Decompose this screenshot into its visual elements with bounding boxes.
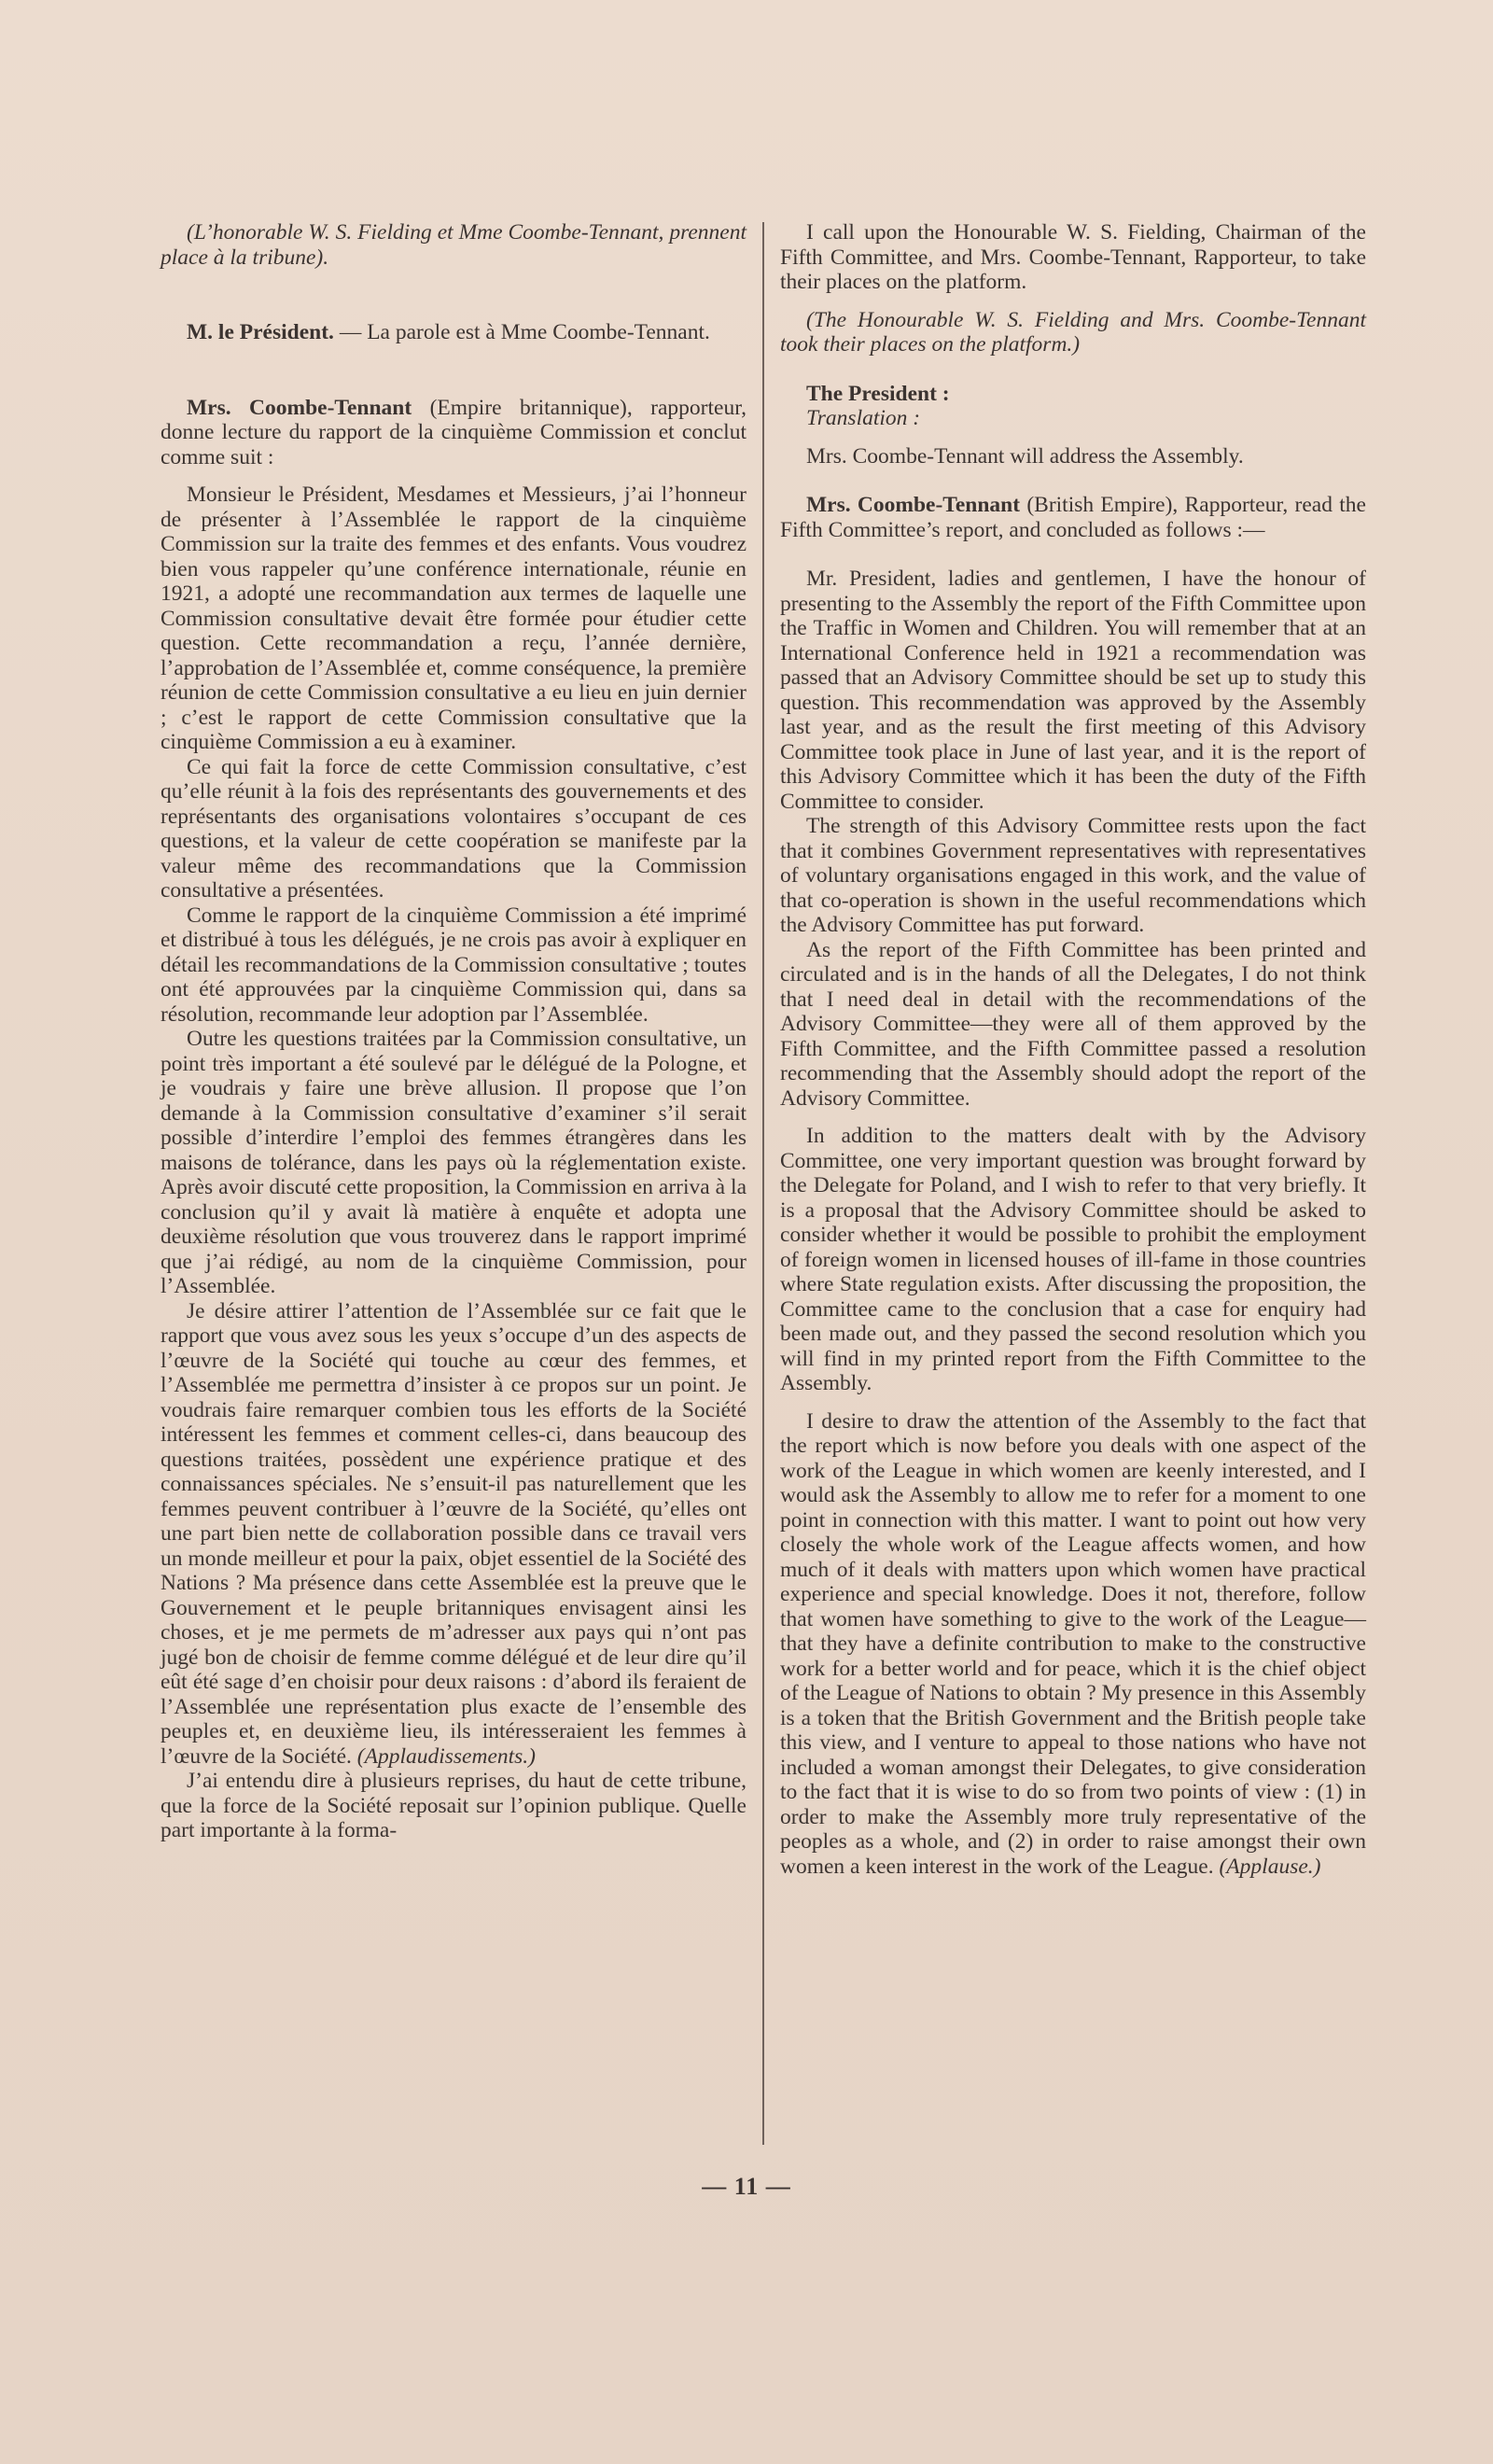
speaker-rapporteur-fr: Mrs. Coombe-Tennant xyxy=(187,395,412,420)
speaker-president-en: The President : xyxy=(806,381,950,406)
rapporteur-intro-text-en: (British Empire), Rapporteur, read the Fifth Committee’s report, and concluded as follows :— xyxy=(780,493,1366,542)
paragraph-fr: Outre les questions traitées par la Commission consultative, un point très important a été soulevé par le délégué de la Pologne, et je voudrais y faire une brève allusion. Il propose que l’on demande à la Commission consultative d’examiner s’il serait possible d’interdire l’emploi des femmes étrangères dans les maisons de tolérance, dans les pays où la réglementation existe. Après avoir discuté cette proposition, la Commission en arriva à la conclusion qu’il y avait là matière à enquête et adopta une deuxième résolution que vous trouverez dans le rapport imprimé que j’ai rédigé, au nom de la cinquième Commission, pour l’Assemblée. xyxy=(160,1027,746,1298)
paragraph-fr: Monsieur le Président, Mesdames et Messieurs, j’ai l’honneur de présenter à l’Assemblée le rapport de la cinquième Commission sur la traite des femmes et des enfants. Vous voudrez bien vous rappeler qu’une conférence internationale, réunie en 1921, a adopté une recommandation aux termes de laquelle une Commission consultative devait être formée pour étudier cette question. Cette recommandation a reçu, l’année dernière, l’approbation de l’Assemblée et, comme conséquence, la première réunion de cette Commission consultative a eu lieu en juin dernier ; c’est le rapport de cette Commission consultative que la cinquième Commission a eu à examiner. xyxy=(160,483,746,754)
paragraph-en: The strength of this Advisory Committee rests upon the fact that it combines Government representatives with representatives of voluntary organisations engaged in this work, and the value of that co-operation is shown in the useful recommendations which the Advisory Committee has put forward. xyxy=(780,814,1366,937)
translation-label: Translation : xyxy=(806,406,921,430)
president-text-fr: — La parole est à Mme Coombe-Tennant. xyxy=(333,320,710,344)
paragraph-en: As the report of the Fifth Committee has been printed and circulated and is in the hands of all the Delegates, I do not think that I need deal in detail with the recommendations of the Advisory Committee—they were all of them approved by the Fifth Committee, and the Fifth Committee passed a resolution recommending that the Assembly should adopt the report of the Advisory Committee. xyxy=(780,937,1366,1111)
rapporteur-intro-fr xyxy=(160,396,746,470)
speaker-rapporteur-en: Mrs. Coombe-Tennant xyxy=(806,493,1021,517)
rapporteur-intro-text-fr: (Empire britannique), rapporteur, donne lecture du rapport de la cinquième Commission et conclut comme suit : xyxy=(160,395,746,469)
stage-direction-fr: (L’honorable W. S. Fielding et Mme Coombe-Tennant, prennent place à la tribune). xyxy=(160,220,746,270)
applause-en: (Applause.) xyxy=(1219,1854,1321,1879)
paragraph-en: In addition to the matters dealt with by the Advisory Committee, one very important question was brought forward by the Delegate for Poland, and I wish to refer to that very briefly. It is a proposal that the Advisory Committee should be asked to consider whether it would be possible to prohibit the employment of foreign women in licensed houses of ill-fame in those countries where State regulation exists. After discussing the proposition, the Committee came to the conclusion that a case for enquiry had been made out, and they passed the second resolution which you will find in my printed report from the Fifth Committee to the Assembly. xyxy=(780,1124,1366,1395)
president-statement-fr xyxy=(160,320,746,345)
speaker-president-fr: M. le Président. xyxy=(187,320,334,344)
english-column xyxy=(780,220,1366,1879)
rapporteur-intro-en xyxy=(780,493,1366,542)
page-number: — 11 — xyxy=(702,2173,791,2200)
paragraph-en: Mr. President, ladies and gentlemen, I have the honour of presenting to the Assembly the report of the Fifth Committee upon the Traffic in Women and Children. You will remember that at an International Conference held in 1921 a recommendation was passed that an Advisory Committee should be set up to study this question. This recommendation was approved by the Assembly last year, and as the result the first meeting of this Advisory Committee took place in June of last year, and it is the report of this Advisory Committee which it has been the duty of the Fifth Committee to consider. xyxy=(780,567,1366,814)
paragraph-en xyxy=(780,1409,1366,1880)
paragraph-fr-text: Je désire attirer l’attention de l’Assemblée sur ce fait que le rapport que vous avez sous les yeux s’occupe d’un des aspects de l’œuvre de la Société qui touche au cœur des femmes, et l’Assemblée me permettra d’insister à ce propos sur un point. Je voudrais faire remarquer combien tous les efforts de la Société intéressent les femmes et comment celles-ci, dans beaucoup des questions traitées, possèdent une expérience pratique et des connaissances spéciales. Ne s’ensuit-il pas naturellement que les femmes peuvent contribuer à l’œuvre de la Société, qu’elles ont une part bien nette de collaboration possible dans ce travail vers un monde meilleur et pour la paix, objet essentiel de la Société des Nations ? Ma présence dans cette Assemblée est la preuve que le Gouvernement et le peuple britanniques envisagent ainsi les choses, et je me permets de m’adresser aux pays qui n’ont pas jugé bon de choisir de femme comme délégué et de leur dire qu’il eût été sage d’en choisir pour deux raisons : d’abord ils feraient de l’Assemblée une représentation plus exacte de l’ensemble des peuples et, en deuxième lieu, ils intéresseraient les femmes à l’œuvre de la Société. xyxy=(160,1298,746,1769)
paragraph-fr: Comme le rapport de la cinquième Commission a été imprimé et distribué à tous les délégués, je ne crois pas avoir à expliquer en détail les recommandations de la Commission consultative ; toutes ont été approuvées par la cinquième Commission qui, dans sa résolution, recommande leur adoption par l’Assemblée. xyxy=(160,903,746,1027)
french-column xyxy=(160,220,746,1843)
paragraph-en-text: I desire to draw the attention of the Assembly to the fact that the report which is now before you deals with one aspect of the work of the League in which women are keenly interested, and I would ask the Assembly to allow me to refer for a moment to one point in connection with this matter. I want to point out how very closely the whole work of the League affects women, and how much of it deals with matters upon which women have practical experience and special knowledge. Does it not, therefore, follow that women have something to give to the work of the League—that they have a definite contribution to make to the constructive work for a better world and for peace, which it is the chief object of the League of Nations to obtain ? My presence in this Assembly is a token that the British Government and the British people take this view, and I venture to appeal to those nations who have not included a woman amongst their Delegates, to give consideration to the fact that it is wise to do so from two points of view : (1) in order to make the Assembly more truly representative of the peoples as a whole, and (2) in order to raise amongst their own women a keen interest in the work of the League. xyxy=(780,1408,1366,1879)
president-call-en: I call upon the Honourable W. S. Fielding, Chairman of the Fifth Committee, and Mrs. Coombe-Tennant, Rapporteur, to take their places on the platform. xyxy=(780,220,1366,294)
applause-fr: (Applaudissements.) xyxy=(356,1743,537,1769)
paragraph-fr: Ce qui fait la force de cette Commission consultative, c’est qu’elle réunit à la fois des représentants des gouvernements et des représentants des organisations volontaires s’occupant de ces questions, et la valeur de cette coopération se manifeste par la valeur même des recommandations que la Commission consultative a présentées. xyxy=(160,754,746,903)
paragraph-fr: J’ai entendu dire à plusieurs reprises, du haut de cette tribune, que la force de la Société reposait sur l’opinion publique. Quelle part importante à la forma- xyxy=(160,1769,746,1842)
column-divider xyxy=(762,222,764,2145)
stage-direction-en: (The Honourable W. S. Fielding and Mrs. Coombe-Tennant took their places on the platform.) xyxy=(780,307,1366,357)
president-text-en: Mrs. Coombe-Tennant will address the Assembly. xyxy=(806,443,1244,469)
paragraph-fr xyxy=(160,1299,746,1770)
